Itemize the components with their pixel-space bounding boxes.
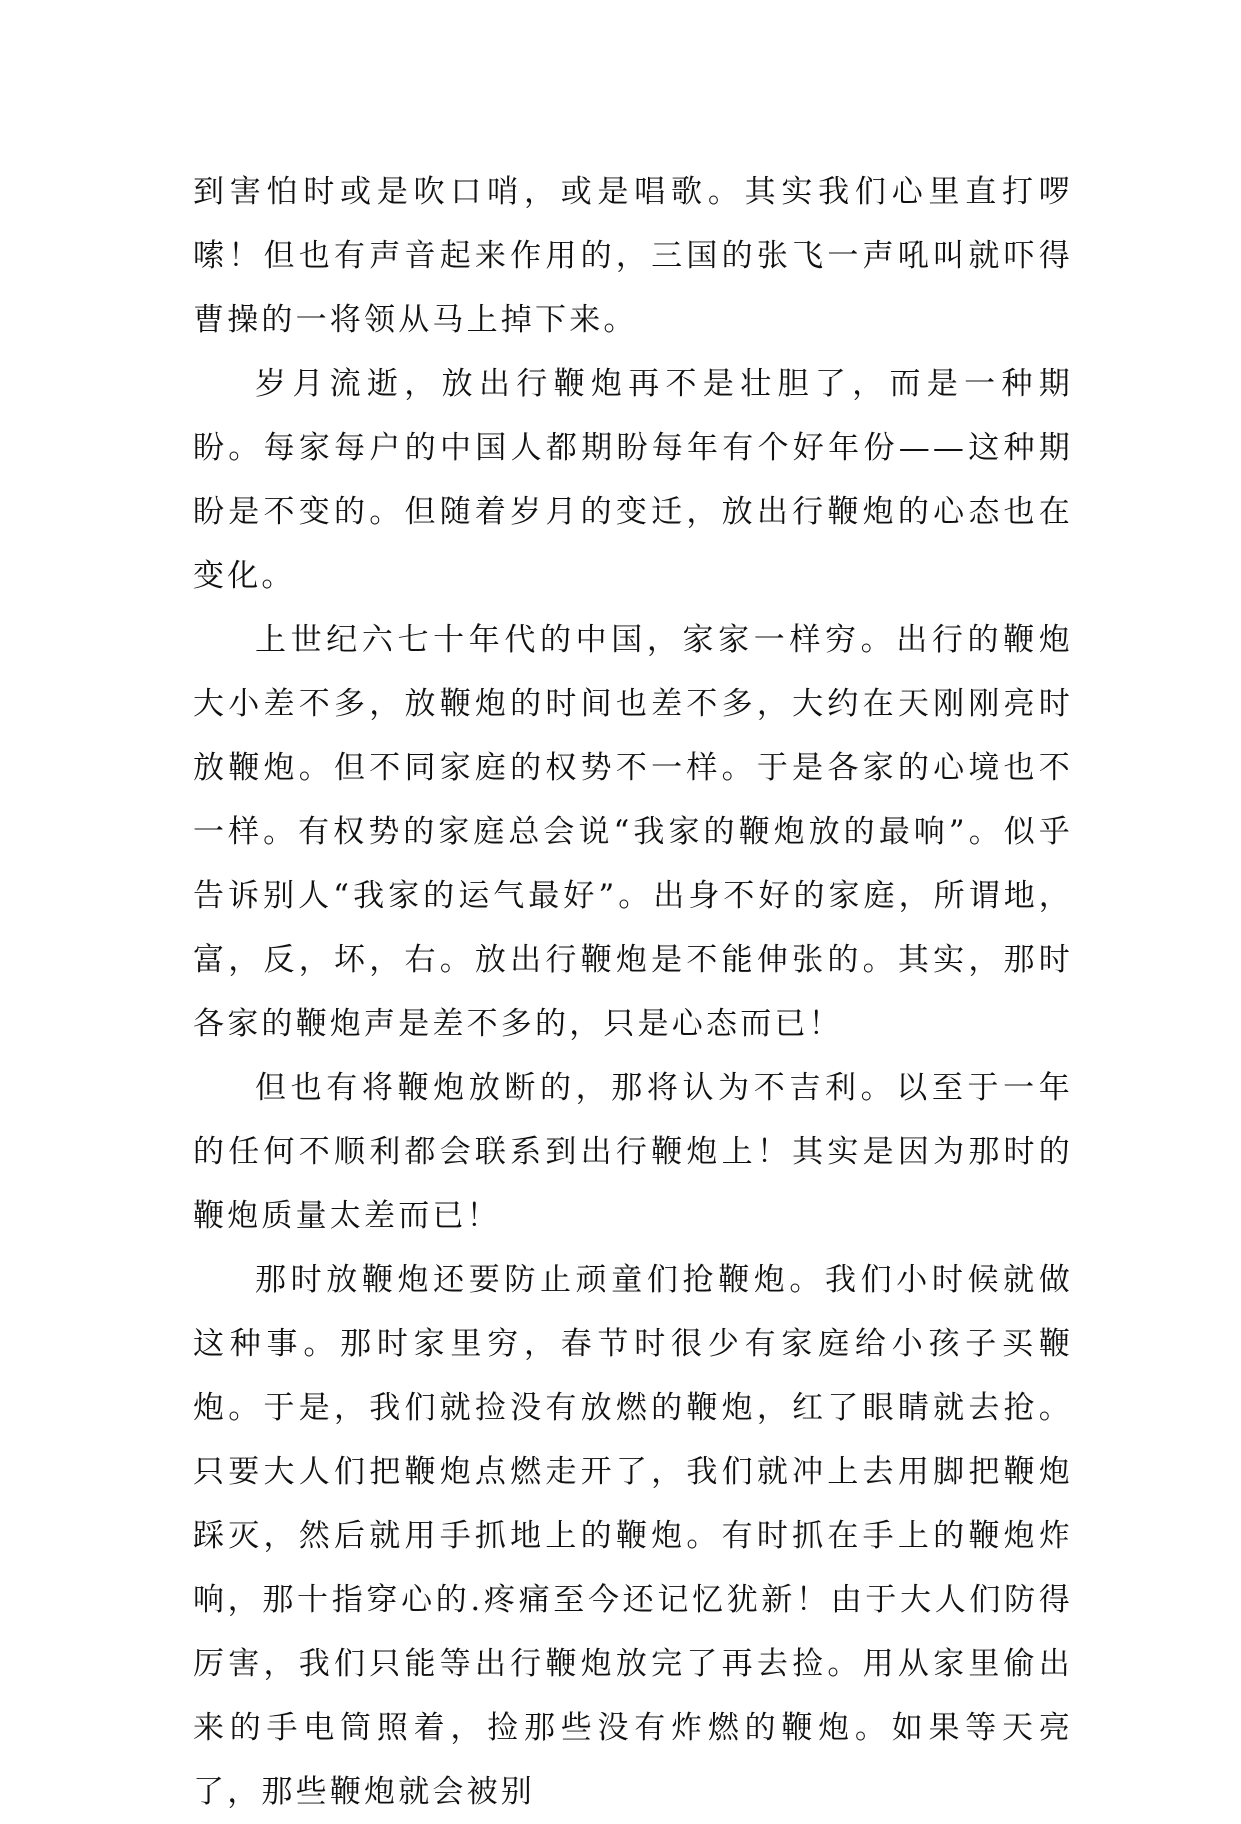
paragraph-1: 到害怕时或是吹口哨，或是唱歌。其实我们心里直打啰嗦！但也有声音起来作用的，三国的张飞一声吼叫就吓得曹操的一将领从马上掉下来。 xyxy=(193,174,1073,338)
body-text xyxy=(193,160,1073,1824)
paragraph-2: 岁月流逝，放出行鞭炮再不是壮胆了，而是一种期盼。每家每户的中国人都期盼每年有个好年份——这种期盼是不变的。但随着岁月的变迁，放出行鞭炮的心态也在变化。 xyxy=(193,366,1073,594)
paragraph-5: 那时放鞭炮还要防止顽童们抢鞭炮。我们小时候就做这种事。那时家里穷，春节时很少有家庭给小孩子买鞭炮。于是，我们就捡没有放燃的鞭炮，红了眼睛就去抢。只要大人们把鞭炮点燃走开了，我们就冲上去用脚把鞭炮踩灭，然后就用手抓地上的鞭炮。有时抓在手上的鞭炮炸响，那十指穿心的.疼痛至今还记忆犹新！由于大人们防得厉害，我们只能等出行鞭炮放完了再去捡。用从家里偷出来的手电筒照着，捡那些没有炸燃的鞭炮。如果等天亮了，那些鞭炮就会被别 xyxy=(193,1262,1073,1810)
paragraph-3: 上世纪六七十年代的中国，家家一样穷。出行的鞭炮大小差不多，放鞭炮的时间也差不多，大约在天刚刚亮时放鞭炮。但不同家庭的权势不一样。于是各家的心境也不一样。有权势的家庭总会说“我家的鞭炮放的最响”。似乎告诉别人“我家的运气最好”。出身不好的家庭，所谓地，富，反，坏，右。放出行鞭炮是不能伸张的。其实，那时各家的鞭炮声是差不多的，只是心态而已！ xyxy=(193,622,1073,1042)
paragraph-4: 但也有将鞭炮放断的，那将认为不吉利。以至于一年的任何不顺利都会联系到出行鞭炮上！其实是因为那时的鞭炮质量太差而已！ xyxy=(193,1070,1073,1234)
